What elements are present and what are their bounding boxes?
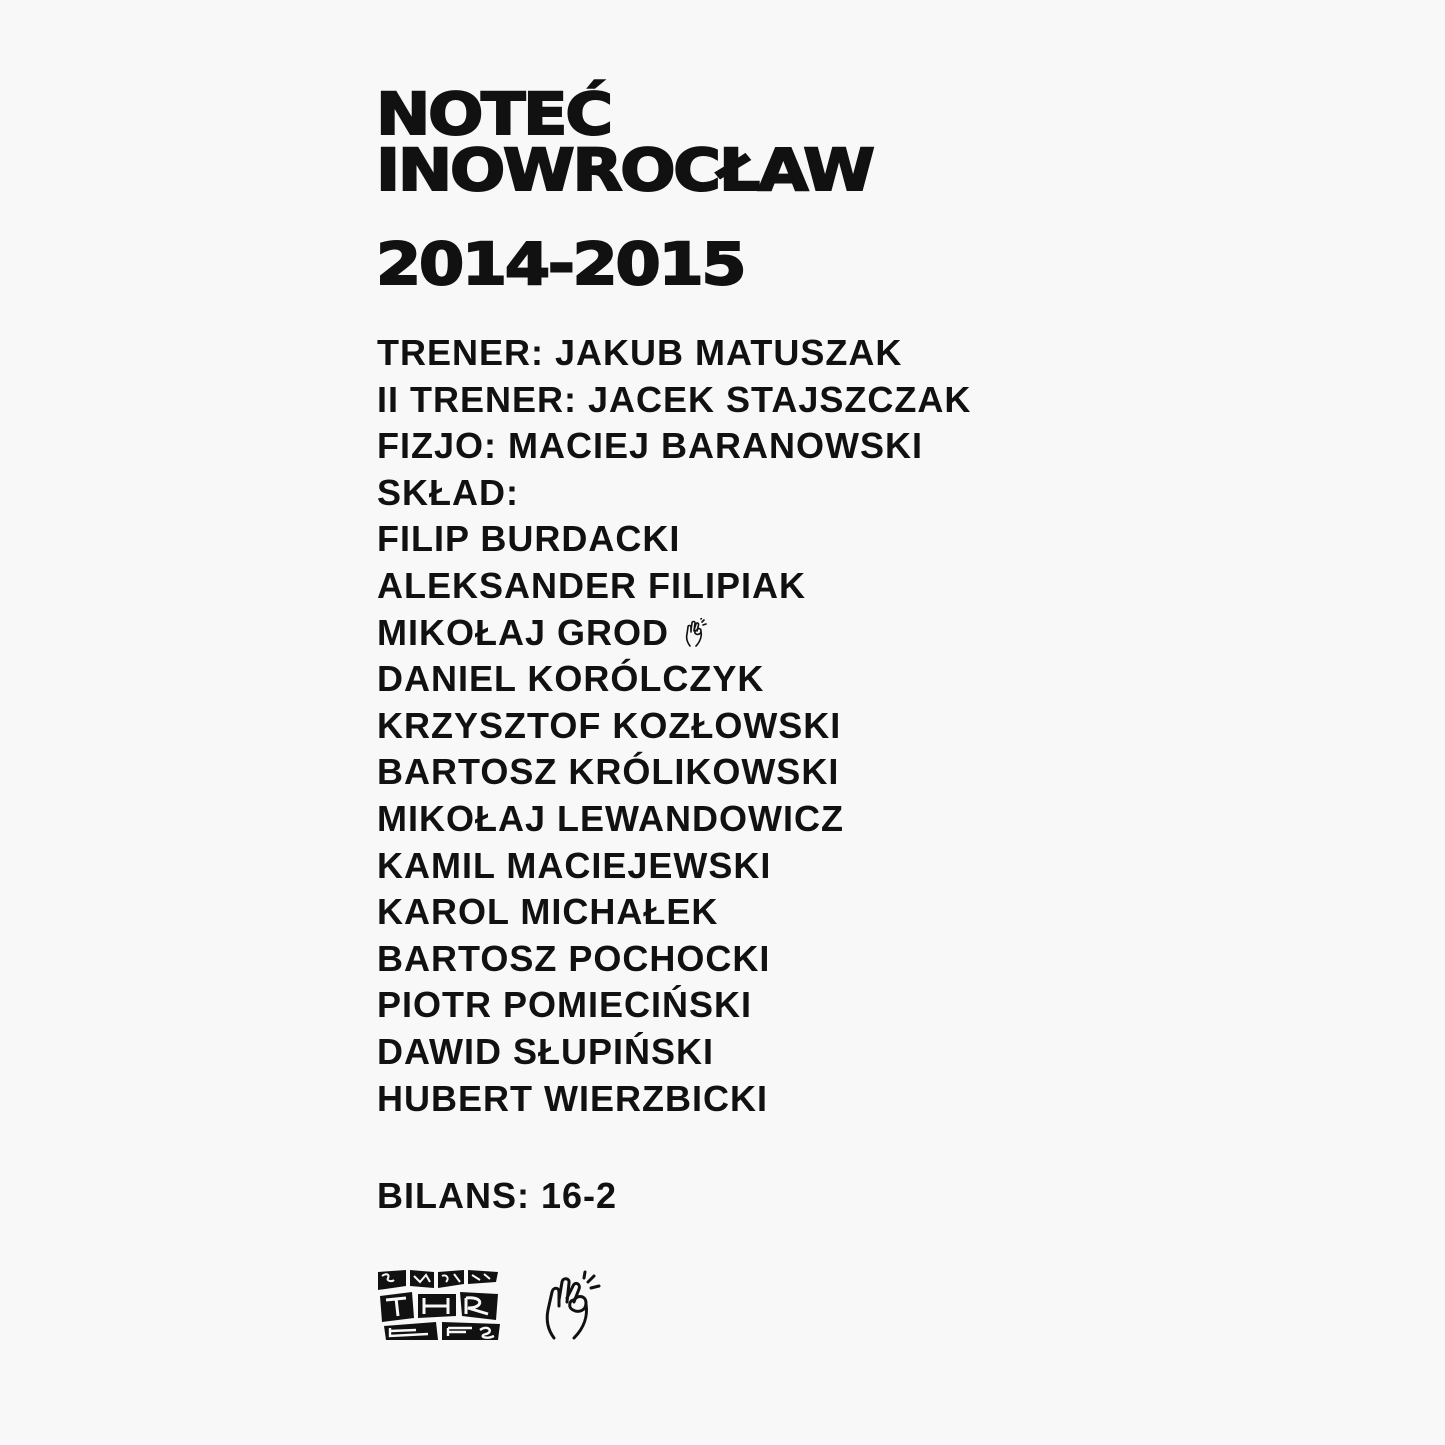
team-title-line1: NOTEĆ bbox=[376, 80, 611, 148]
season-title: 2014-2015 bbox=[376, 230, 745, 298]
roster-player: KAROL MICHAŁEK bbox=[377, 891, 719, 933]
season-record: BILANS: 16-2 bbox=[377, 1175, 618, 1216]
roster-player: ALEKSANDER FILIPIAK bbox=[377, 564, 807, 606]
roster-player: PIOTR POMIECIŃSKI bbox=[377, 984, 753, 1026]
team-title bbox=[376, 80, 873, 204]
roster-heading: SKŁAD: bbox=[377, 471, 519, 513]
roster-player: BARTOSZ POCHOCKI bbox=[377, 937, 771, 979]
staff-assistant-coach: II TRENER: JACEK STAJSZCZAK bbox=[377, 378, 972, 420]
team-list bbox=[377, 330, 971, 1122]
ok-hand-icon bbox=[683, 618, 709, 648]
roster-player: HUBERT WIERZBICKI bbox=[377, 1077, 768, 1119]
roster-player: MIKOŁAJ LEWANDOWICZ bbox=[377, 797, 844, 839]
staff-physio: FIZJO: MACIEJ BARANOWSKI bbox=[377, 425, 923, 467]
smokin-threes-logo bbox=[376, 1268, 502, 1342]
roster-player: DAWID SŁUPIŃSKI bbox=[377, 1030, 715, 1072]
ok-hand-icon bbox=[540, 1268, 606, 1342]
roster-player: KAMIL MACIEJEWSKI bbox=[377, 844, 772, 886]
roster-player: KRZYSZTOF KOZŁOWSKI bbox=[377, 704, 842, 746]
roster-player: DANIEL KORÓLCZYK bbox=[377, 658, 765, 700]
roster-player: BARTOSZ KRÓLIKOWSKI bbox=[377, 751, 840, 793]
staff-coach: TRENER: JAKUB MATUSZAK bbox=[377, 332, 903, 373]
roster-player: FILIP BURDACKI bbox=[377, 518, 681, 560]
roster-player-name: MIKOŁAJ GROD bbox=[377, 611, 670, 653]
team-title-line2: INOWROCŁAW bbox=[376, 136, 873, 204]
roster-player-highlighted bbox=[377, 610, 971, 657]
